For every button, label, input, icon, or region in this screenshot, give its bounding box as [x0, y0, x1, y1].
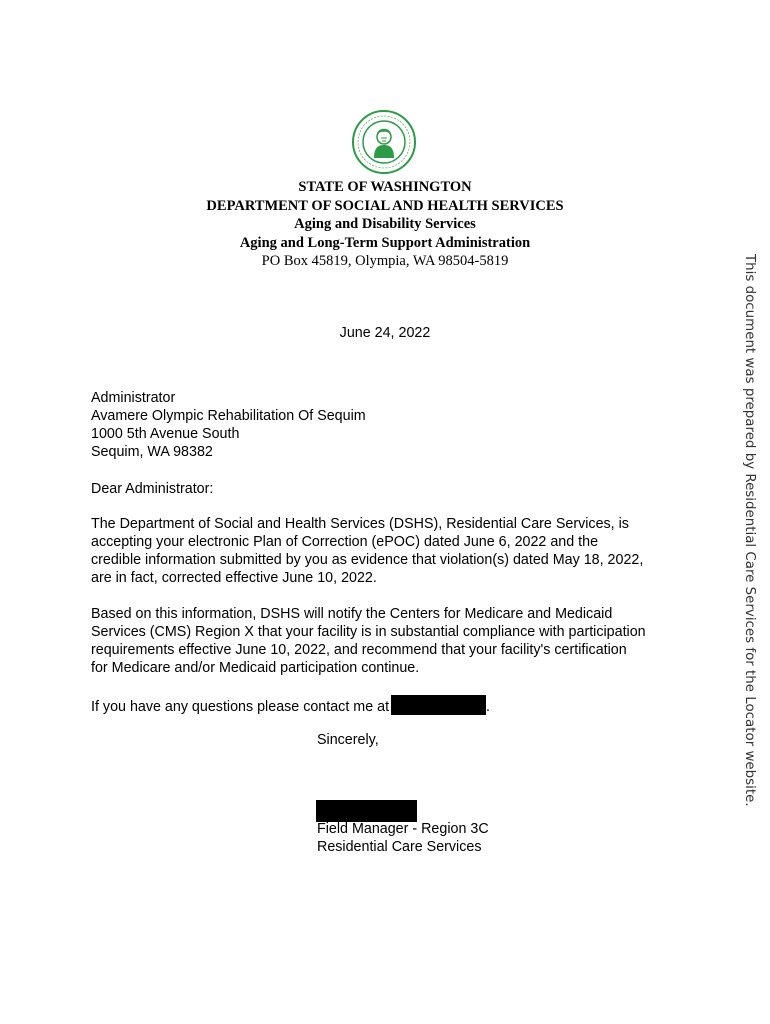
contact-text: If you have any questions please contact me at: [91, 699, 390, 715]
letterhead-division: Aging and Disability Services: [294, 216, 476, 232]
contact-period: .: [486, 699, 491, 715]
redacted-signature-name: [316, 800, 417, 822]
closing: Sincerely,: [317, 732, 379, 748]
side-note: This document was prepared by Residential Care Services for the Locator website.: [742, 254, 757, 807]
letterhead-department: DEPARTMENT OF SOCIAL AND HEALTH SERVICES: [206, 197, 564, 214]
recipient-street: 1000 5th Avenue South: [91, 426, 240, 442]
recipient-title: Administrator: [91, 390, 176, 406]
signature-block: [317, 820, 489, 856]
letter-date: June 24, 2022: [339, 325, 431, 341]
recipient-block: [91, 389, 366, 461]
letterhead-state: STATE OF WASHINGTON: [298, 179, 472, 195]
letterhead-address: PO Box 45819, Olympia, WA 98504-5819: [261, 253, 509, 269]
recipient-city: Sequim, WA 98382: [91, 444, 213, 460]
salutation: Dear Administrator:: [91, 481, 214, 497]
letterhead-administration: Aging and Long-Term Support Administration: [239, 234, 531, 251]
signature-title: Field Manager - Region 3C: [317, 821, 489, 837]
letterhead: [0, 178, 770, 271]
body-paragraph-3: [91, 695, 691, 716]
signature-org: Residential Care Services: [317, 839, 482, 855]
redacted-contact: [391, 695, 486, 715]
body-paragraph-1: The Department of Social and Health Services (DSHS), Residential Care Services, is accepting your electronic Plan of Correction (ePOC) dated June 6, 2022 and the credible information submitted by you as evidence that violation(s) dated May 18, 2022, are in fact, corrected effective June 10, 2022.: [91, 516, 644, 586]
recipient-facility: Avamere Olympic Rehabilitation Of Sequim: [91, 408, 366, 424]
body-paragraph-2: Based on this information, DSHS will notify the Centers for Medicare and Medicaid Services (CMS) Region X that your facility is in substantial compliance with participation requirements effective June 10, 2022, and recommend that your facility's certification for Medicare and/or Medicaid participation continue.: [91, 606, 646, 676]
state-seal-icon: [352, 110, 416, 174]
